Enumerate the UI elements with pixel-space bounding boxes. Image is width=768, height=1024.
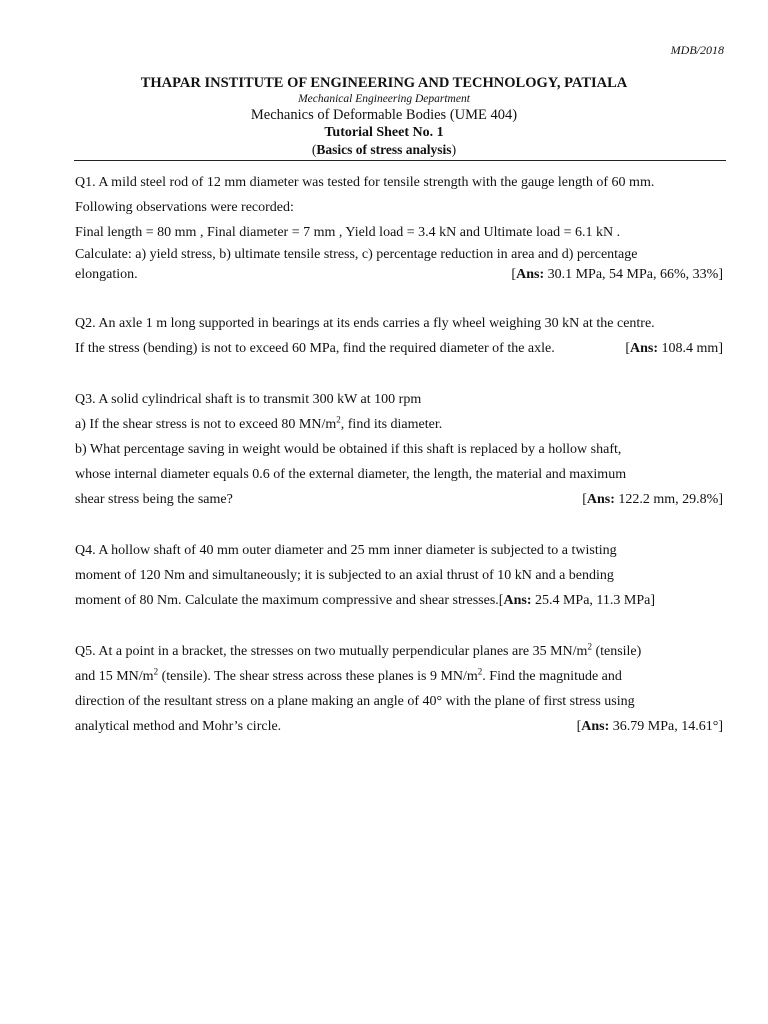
answer-2: [Ans: 108.4 mm] [625,341,723,356]
sheet-topic: (Basics of stress analysis) [311,142,457,157]
answer-3: [Ans: 122.2 mm, 29.8%] [582,492,723,507]
question-3: Q3. A solid cylindrical shaft is to transmit 300 kW at 100 rpm a) If the shear stress is not to exceed 80 $MN/m^2$, find its diameter. b) What percentage saving in weight would be obtained if this shaft is replaced by a hollow shaft, whose internal diameter equals 0.6 of the external diameter, the length, the material and maximum shear stress being the same? [Ans: 122.2 mm, 29.8%] [75,387,723,512]
questions [75,170,723,739]
department-name: Mechanical Engineering Department [298,93,470,105]
course-title: Mechanics of Deformable Bodies (UME 404) [250,107,518,123]
question-1: Q1. A mild steel rod of 12 mm diameter was tested for tensile strength with the gauge length of 60 mm. Following observations were recorded: Final length = 80 mm , Final diameter = 7 mm , Yield load = 3.4 kN and Ultimate load = 6.1 kN . Calculate: a) yield stress, b) ultimate tensile stress, c) percentage reduction in area and d) percentage elongation. [Ans: 30.1 MPa, 54 MPa, 66%, 33%] [75,170,723,285]
question-4: Q4. A hollow shaft of 40 mm outer diameter and 25 mm inner diameter is subjected to a twisting moment of 120 Nm and simultaneously; it is subjected to an axial thrust of 10 kN and a bending moment of 80 Nm. Calculate the maximum compressive and shear stresses.[Ans: 25.4 MPa, 11.3 MPa] [75,543,656,608]
answer-1: [Ans: 30.1 MPa, 54 MPa, 66%, 33%] [511,267,723,282]
answer-4: [Ans: 25.4 MPa, 11.3 MPa] [498,593,656,608]
document-header [0,74,768,158]
question-5: Q5. At a point in a bracket, the stresses on two mutually perpendicular planes are 35 $MN/m^2$ (tensile) and 15 $MN/m^2$ (tensile). The shear stress across these planes is 9 $MN/m^2$. Find the magnitude and direction of the resultant stress on a plane making an angle of 40° with the plane of first stress using analytical method and Mohr’s circle. [Ans: 36.79 MPa, 14.61°] [75,639,723,739]
document-code: MDB/2018 [670,43,724,57]
answer-5: [Ans: 36.79 MPa, 14.61°] [576,719,723,734]
header-divider [74,160,726,161]
institute-name: THAPAR INSTITUTE OF ENGINEERING AND TECHNOLOGY, PATIALA [140,75,628,91]
question-2: Q2. An axle 1 m long supported in bearings at its ends carries a fly wheel weighing 30 kN at the centre. If the stress (bending) is not to exceed 60 MPa, find the required diameter of the axle. [Ans: 108.4 mm] [75,311,723,361]
sheet-title: Tutorial Sheet No. 1 [324,125,444,140]
